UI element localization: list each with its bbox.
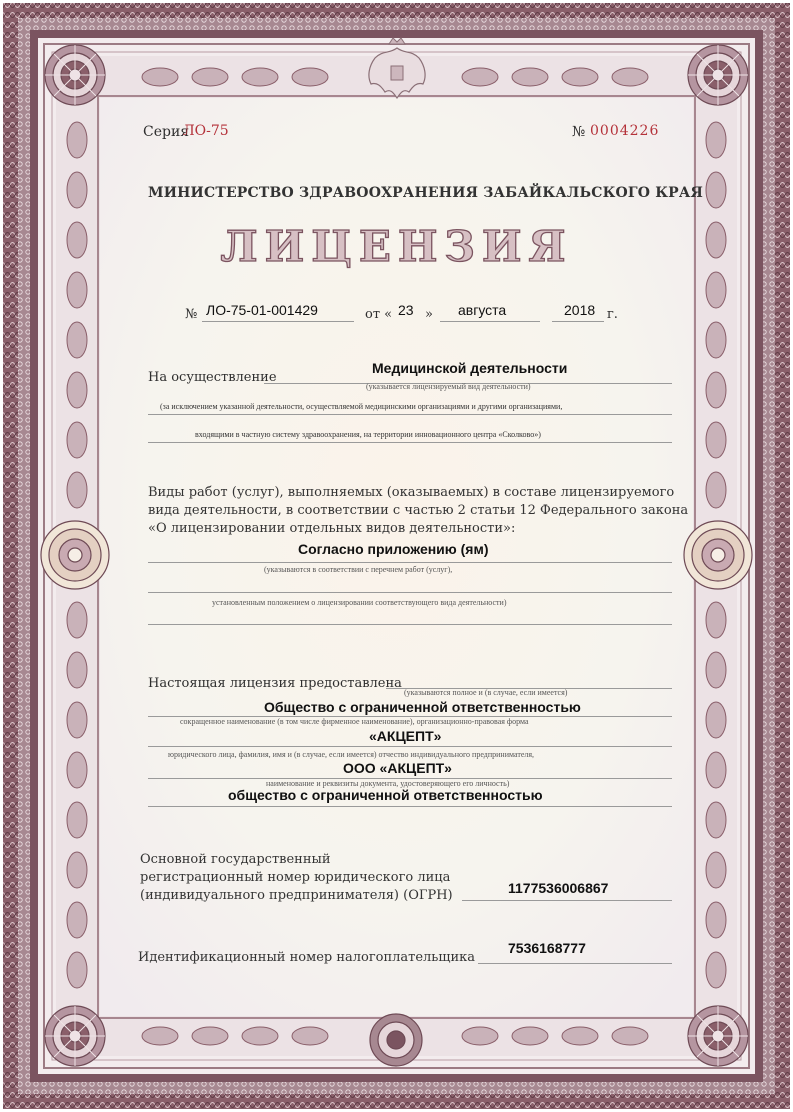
activity-value: Медицинской деятельности: [372, 360, 568, 376]
series-label: Серия: [143, 124, 190, 140]
holder-label: Настоящая лицензия предоставлена: [148, 676, 402, 691]
activity-exclusion-2: входящими в частную систему здравоохранения, на территории инновационного центра «Сколково»): [195, 430, 541, 439]
works-value: Согласно приложению (ям): [298, 541, 489, 557]
license-day: 23: [398, 302, 414, 318]
activity-hint: (указывается лицензируемый вид деятельности): [366, 382, 531, 391]
holder-legal-form: общество с ограниченной ответственностью: [228, 787, 543, 803]
holder-short-name: ООО «АКЦЕПТ»: [343, 760, 452, 776]
works-line-2: вида деятельности, в соответствии с частью 2 статьи 12 Федерального закона: [148, 503, 689, 518]
holder-hint-1: (указываются полное и (в случае, если имеется): [404, 688, 568, 697]
number-value: 0004226: [590, 123, 660, 139]
license-from-label: от «: [365, 307, 393, 322]
activity-exclusion-1: (за исключением указанной деятельности, осуществляемой медицинскими организациями и другими организациями,: [160, 402, 563, 411]
license-quote: »: [425, 307, 433, 322]
license-month: августа: [458, 302, 507, 318]
inn-value: 7536168777: [508, 940, 586, 956]
license-year-suffix: г.: [607, 307, 618, 322]
works-line-1: Виды работ (услуг), выполняемых (оказываемых) в составе лицензируемого: [148, 485, 675, 500]
ministry-name: МИНИСТЕРСТВО ЗДРАВООХРАНЕНИЯ ЗАБАЙКАЛЬСКОГО КРАЯ: [148, 185, 704, 201]
ogrn-line-1: Основной государственный: [140, 852, 331, 867]
license-no: ЛО-75-01-001429: [206, 302, 318, 318]
works-hint-1: (указываются в соответствии с перечнем работ (услуг),: [264, 565, 453, 574]
license-no-label: №: [185, 307, 198, 322]
inn-label: Идентификационный номер налогоплательщика: [138, 950, 476, 965]
holder-hint-2: сокращенное наименование (в том числе фирменное наименование), организационно-правовая форма: [180, 717, 529, 726]
ogrn-value: 1177536006867: [508, 880, 609, 896]
holder-full-name-1: Общество с ограниченной ответственностью: [264, 699, 581, 715]
ogrn-line-2: регистрационный номер юридического лица: [140, 870, 451, 885]
license-year: 2018: [564, 302, 596, 318]
document-title: ЛИЦЕНЗИЯ: [220, 222, 573, 271]
holder-hint-4: наименование и реквизиты документа, удостоверяющего его личность): [266, 779, 510, 788]
ogrn-line-3: (индивидуального предпринимателя) (ОГРН): [140, 888, 453, 903]
works-hint-2: установленным положением о лицензировании соответствующего вида деятельности): [212, 598, 507, 607]
number-label: №: [572, 124, 586, 140]
works-line-3: «О лицензировании отдельных видов деятельности»:: [148, 521, 516, 536]
holder-hint-3: юридического лица, фамилия, имя и (в случае, если имеется) отчество индивидуального предпринимателя,: [168, 750, 535, 759]
holder-full-name-2: «АКЦЕПТ»: [369, 728, 442, 744]
activity-label: На осуществление: [148, 370, 277, 385]
series-value: ЛО-75: [183, 123, 229, 139]
